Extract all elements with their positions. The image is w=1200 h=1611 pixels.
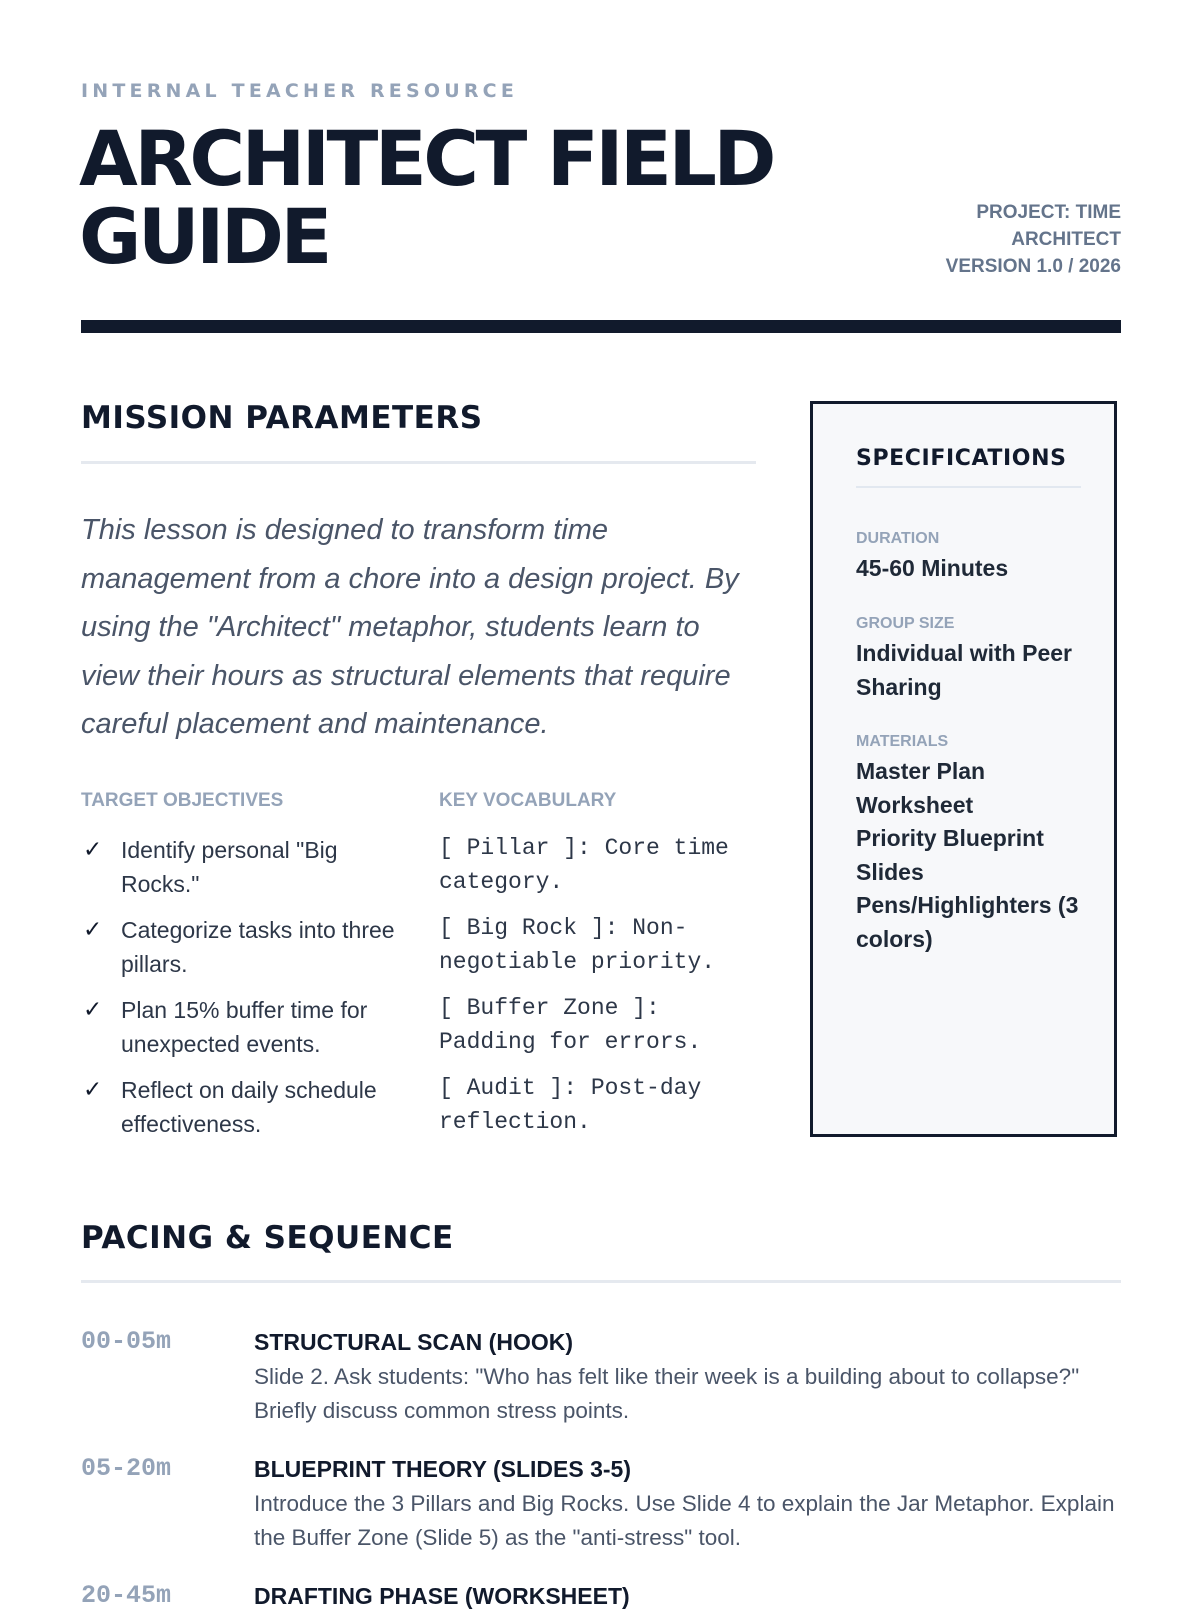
project-name: PROJECT: TIME ARCHITECT — [976, 202, 1121, 250]
page-title: ARCHITECT FIELD GUIDE — [79, 114, 773, 281]
pacing-divider — [81, 1280, 1121, 1283]
vocabulary-item: [ Big Rock ]: Non-negotiable priority. — [439, 915, 716, 975]
vocabulary-item: [ Pillar ]: Core time category. — [439, 835, 729, 895]
specifications-heading: SPECIFICATIONS — [856, 446, 1067, 471]
check-icon: ✓ — [83, 916, 103, 942]
material-item: Master Plan Worksheet — [856, 758, 986, 818]
pacing-step-description: Introduce the 3 Pillars and Big Rocks. Use Slide 4 to explain the Jar Metaphor. Explain the Buffer Zone (Slide 5) as the "anti-stress" tool. — [254, 1491, 1115, 1550]
objective-item — [81, 834, 411, 901]
objective-text: Identify personal "Big Rocks." — [121, 837, 338, 897]
specifications-panel — [810, 401, 1117, 1137]
materials-list — [856, 755, 1096, 956]
duration-label: DURATION — [856, 530, 940, 547]
vocabulary-item: [ Audit ]: Post-day reflection. — [439, 1075, 702, 1135]
pacing-step-title: STRUCTURAL SCAN (HOOK) — [254, 1329, 574, 1355]
objectives-label: TARGET OBJECTIVES — [81, 790, 284, 811]
objective-item — [81, 994, 411, 1061]
pacing-step-title: BLUEPRINT THEORY (SLIDES 3-5) — [254, 1456, 631, 1482]
pacing-time: 20-45m — [81, 1581, 172, 1610]
vocabulary-list — [439, 832, 759, 1152]
pacing-heading: PACING & SEQUENCE — [81, 1220, 454, 1256]
eyebrow-label: INTERNAL TEACHER RESOURCE — [81, 80, 519, 102]
group-size-value: Individual with Peer Sharing — [856, 640, 1072, 700]
header-divider — [81, 320, 1121, 333]
group-size-label: GROUP SIZE — [856, 615, 955, 632]
duration-value: 45-60 Minutes — [856, 555, 1009, 581]
check-icon: ✓ — [83, 996, 103, 1022]
pacing-time: 00-05m — [81, 1327, 172, 1356]
material-item: Pens/Highlighters (3 colors) — [856, 892, 1079, 952]
vocabulary-label: KEY VOCABULARY — [439, 790, 617, 811]
materials-label: MATERIALS — [856, 733, 949, 750]
mission-heading: MISSION PARAMETERS — [81, 400, 483, 436]
project-meta — [901, 199, 1121, 280]
mission-intro: This lesson is designed to transform time management from a chore into a design project. By using the "Architect" metaphor, students learn to view their hours as structural elements that require careful placement and maintenance. — [81, 514, 739, 740]
material-item: Priority Blueprint Slides — [856, 825, 1044, 885]
check-icon: ✓ — [83, 836, 103, 862]
version-label: VERSION 1.0 / 2026 — [945, 256, 1121, 277]
objective-item — [81, 914, 411, 981]
pacing-step-title: DRAFTING PHASE (WORKSHEET) — [254, 1583, 630, 1609]
check-icon: ✓ — [83, 1076, 103, 1102]
objective-text: Plan 15% buffer time for unexpected events. — [121, 997, 368, 1057]
objective-text: Categorize tasks into three pillars. — [121, 917, 395, 977]
pacing-step-description: Slide 2. Ask students: "Who has felt like their week is a building about to collapse?" Briefly discuss common stress points. — [254, 1364, 1080, 1423]
vocabulary-item: [ Buffer Zone ]: Padding for errors. — [439, 995, 702, 1055]
specifications-divider — [856, 486, 1081, 488]
objective-text: Reflect on daily schedule effectiveness. — [121, 1077, 377, 1137]
objective-item — [81, 1074, 411, 1141]
mission-divider — [81, 461, 756, 464]
objectives-list — [81, 834, 411, 1154]
pacing-time: 05-20m — [81, 1454, 172, 1483]
